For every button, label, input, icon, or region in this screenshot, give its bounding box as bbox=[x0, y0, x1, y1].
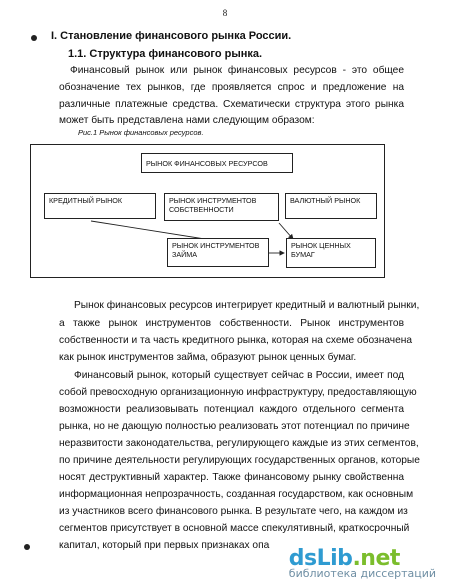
text-line: носят деструктивный характер. Также финансовому рынку свойственна bbox=[59, 472, 404, 483]
page-number: 8 bbox=[222, 8, 228, 18]
watermark bbox=[289, 546, 436, 580]
box-securities-market: РЫНОК ЦЕННЫХ БУМАГ bbox=[286, 238, 376, 268]
text-line: по причине деятельности регулирующих государственных органов, которые bbox=[59, 455, 420, 466]
text-line: а также рынок инструментов собственности. Рынок инструментов bbox=[59, 318, 404, 329]
text-line: собой превосходную организационную инфраструктуру, предоставляющую bbox=[59, 387, 417, 398]
text-line: капитал, который при первых признаках опа bbox=[59, 540, 270, 551]
text-line: может быть представлена нами следующим образом: bbox=[59, 115, 315, 126]
text-line: возможности реализовывать потенциал каждого отдельного сегмента bbox=[59, 404, 404, 415]
text-line: информационная непрозрачность, созданная государством, как основным bbox=[59, 489, 414, 500]
watermark-subtitle: библиотека диссертаций bbox=[288, 567, 436, 580]
text-line: Финансовый рынок, который существует сейчас в России, имеет под bbox=[74, 370, 404, 381]
text-line: рынка, но не дающую полностью реализовать этот потенциал по причине bbox=[59, 421, 410, 432]
section-heading: 1.1. Структура финансового рынка. bbox=[68, 48, 263, 60]
text-line: сегментов присутствует в основной массе спекулятивный, краткосрочный bbox=[59, 523, 410, 534]
text-line: различные платежные средства. Схематически структура этого рынка bbox=[59, 99, 404, 110]
box-equity-instruments-market: РЫНОК ИНСТРУМЕНТОВ СОБСТВЕННОСТИ bbox=[164, 193, 279, 221]
watermark-logo-main: dsLib bbox=[288, 546, 353, 571]
box-loan-instruments-market: РЫНОК ИНСТРУМЕНТОВ ЗАЙМА bbox=[167, 238, 269, 267]
box-currency-market: ВАЛЮТНЫЙ РЫНОК bbox=[285, 193, 377, 219]
margin-mark bbox=[31, 35, 37, 41]
text-line: из участников всего финансового рынка. В результате чего, на каждом из bbox=[59, 506, 408, 517]
arrow-equity-to-securities bbox=[279, 223, 293, 239]
text-line: собственности и та часть кредитного рынка, которая на схеме обозначена bbox=[59, 335, 413, 346]
chapter-heading: I. Становление финансового рынка России. bbox=[51, 30, 292, 42]
text-line: как рынок инструментов займа, образуют рынок ценных бумаг. bbox=[59, 352, 357, 363]
text-line: Финансовый рынок или рынок финансовых ресурсов - это общее bbox=[70, 65, 404, 76]
box-credit-market: КРЕДИТНЫЙ РЫНОК bbox=[44, 193, 156, 219]
watermark-logo-tail: .net bbox=[352, 546, 400, 571]
box-financial-resources-market: РЫНОК ФИНАНСОВЫХ РЕСУРСОВ bbox=[141, 153, 293, 173]
figure-caption: Рис.1 Рынок финансовых ресурсов. bbox=[78, 128, 204, 137]
diagram-frame bbox=[30, 144, 385, 278]
text-line: обозначение тех рынков, где проявляется спрос и предложение на bbox=[59, 82, 404, 93]
text-line: Рынок финансовых ресурсов интегрирует кредитный и валютный рынки, bbox=[74, 300, 420, 311]
text-line: неразвитости законодательства, регулирующего каждые из этих сегментов, bbox=[59, 438, 419, 449]
margin-mark bbox=[24, 544, 30, 550]
